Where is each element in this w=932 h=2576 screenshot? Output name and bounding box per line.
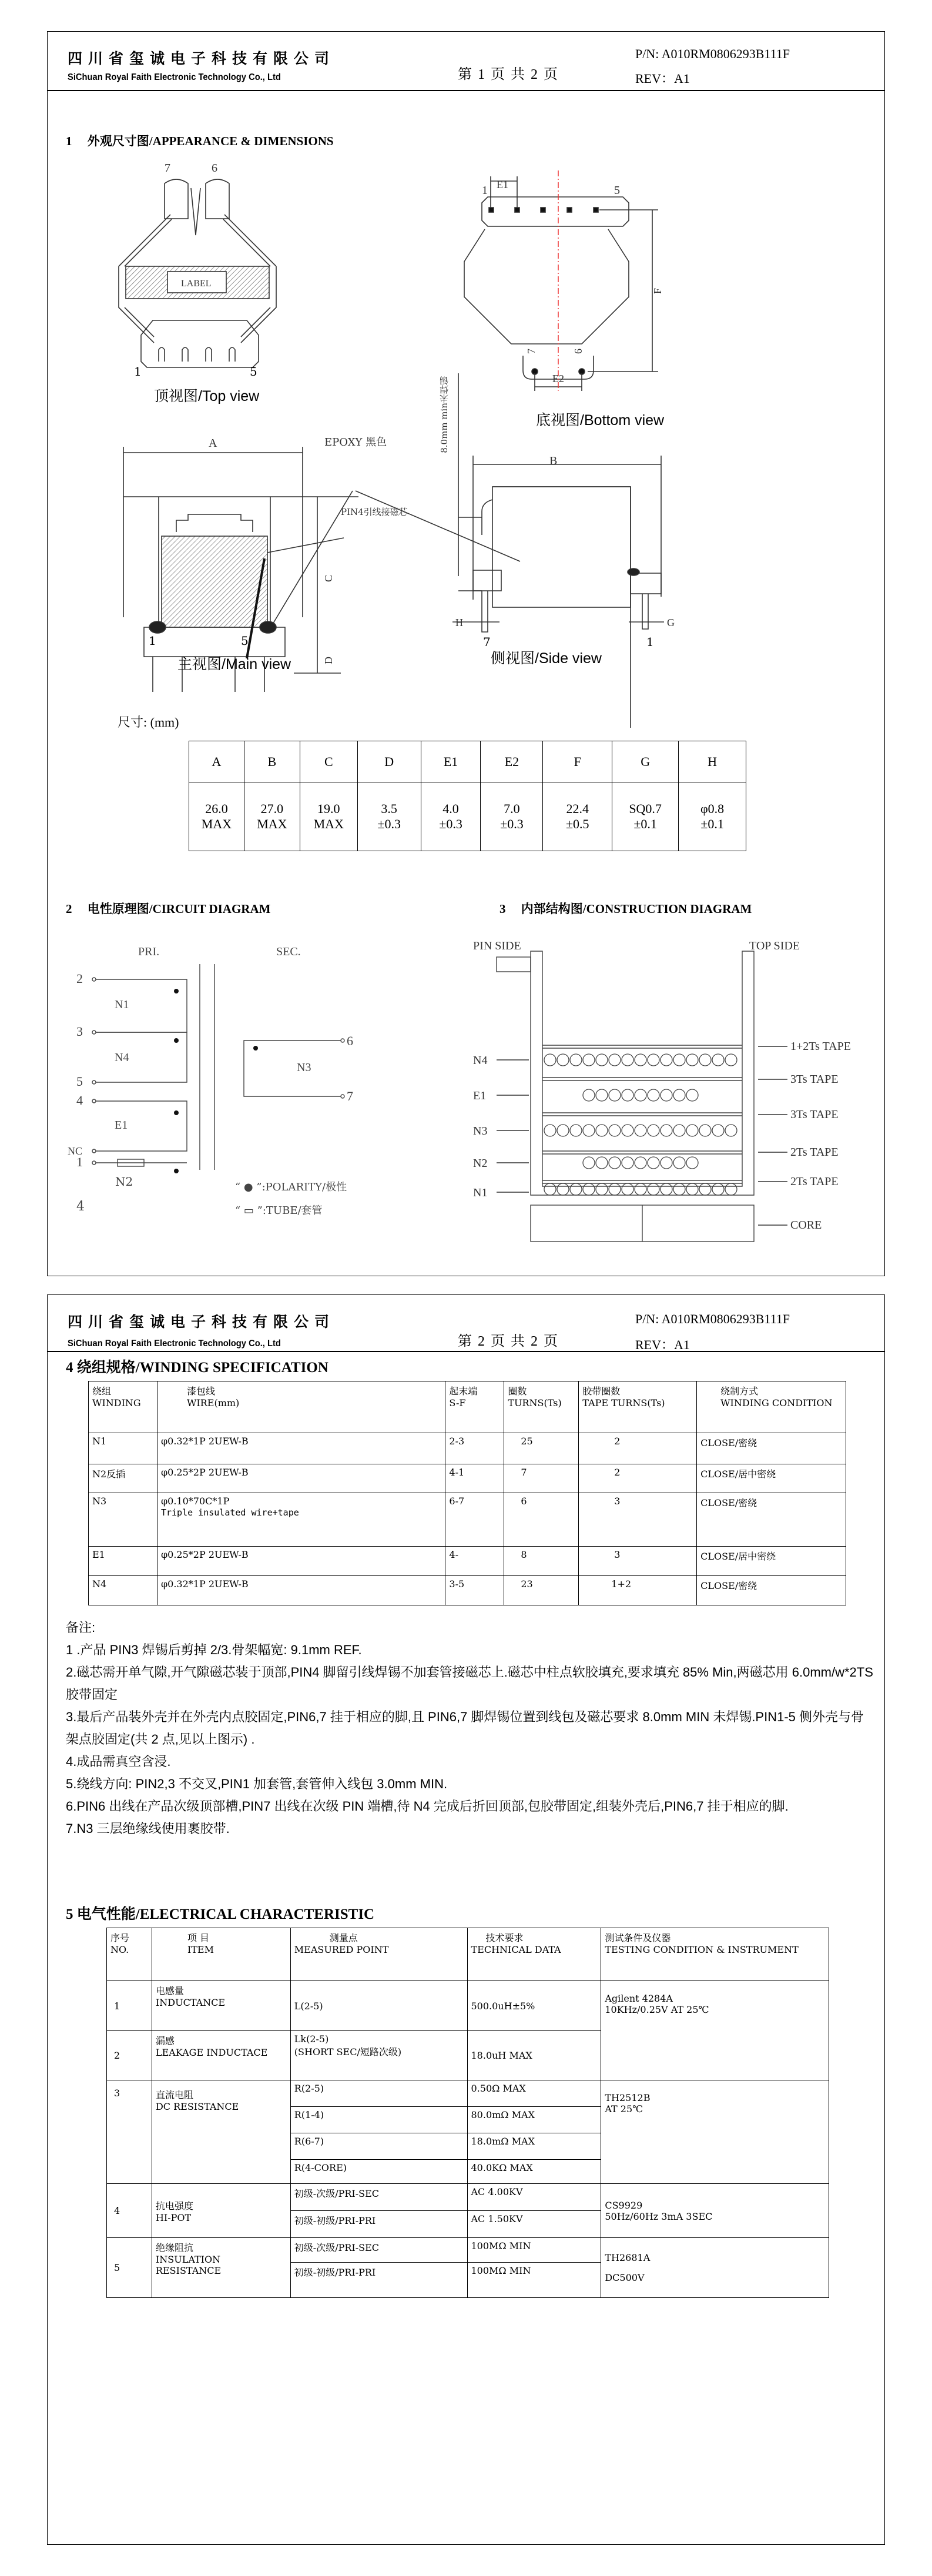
note-item: 6.PIN6 出线在产品次级顶部槽,PIN7 出线在次级 PIN 端槽,待 N4 完成后折回顶部,包胶带固定,组装外壳后,PIN6,7 挂于相应的脚. bbox=[66, 1799, 789, 1814]
svg-text:F: F bbox=[652, 287, 663, 294]
svg-text:N1: N1 bbox=[115, 998, 129, 1011]
svg-text:2Ts TAPE: 2Ts TAPE bbox=[790, 1175, 839, 1188]
electrical-table bbox=[106, 1928, 829, 2298]
side-view-pin-7: 7 bbox=[483, 635, 491, 649]
side-view-drawing bbox=[447, 370, 705, 647]
svg-text:3: 3 bbox=[76, 1024, 83, 1039]
solder-note: 8.0mm min未焊锡 bbox=[439, 376, 450, 453]
svg-text:E2: E2 bbox=[552, 373, 564, 384]
note-item: 1 .产品 PIN3 焊锡后剪掉 2/3.骨架幅宽: 9.1mm REF. bbox=[66, 1642, 362, 1657]
electrical-subrow: R(4-CORE) 40.0KΩ MAX bbox=[107, 2160, 829, 2184]
electrical-subrow: R(1-4) 80.0mΩ MAX bbox=[107, 2107, 829, 2133]
svg-text:E1: E1 bbox=[473, 1089, 487, 1102]
side-view-pin-1: 1 bbox=[646, 635, 654, 649]
section-3-title: 3 内部结构图/CONSTRUCTION DIAGRAM bbox=[499, 902, 752, 916]
winding-row: N4 φ0.32*1P 2UEW-B 3-5 23 1+2 CLOSE/密绕 bbox=[89, 1576, 846, 1605]
company-name-en: SiChuan Royal Faith Electronic Technology Co., Ltd bbox=[68, 72, 281, 82]
svg-text:N4: N4 bbox=[115, 1051, 129, 1064]
legend-polarity: “ ● ”:POLARITY/极性 bbox=[235, 1181, 347, 1193]
electrical-row: 3 直流电阻 DC RESISTANCE R(2-5) 0.50Ω MAX TH2512B AT 25℃ bbox=[107, 2080, 829, 2107]
winding-row: E1 φ0.25*2P 2UEW-B 4- 8 3 CLOSE/居中密绕 bbox=[89, 1547, 846, 1576]
svg-text:5: 5 bbox=[614, 184, 620, 197]
dimensions-value-row: 26.0 MAX 27.0 MAX 19.0 MAX 3.5 ±0.3 4.0 ±0.3 7.0 ±0.3 22.4 ±0.5 SQ0.7 ±0.1 φ0.8 ±0.1 bbox=[189, 782, 746, 851]
svg-text:LABEL: LABEL bbox=[181, 279, 212, 289]
svg-text:CORE: CORE bbox=[790, 1219, 822, 1232]
top-view-drawing bbox=[118, 159, 282, 353]
svg-text:4: 4 bbox=[76, 1093, 83, 1108]
svg-text:7: 7 bbox=[165, 162, 170, 175]
svg-text:PRI.: PRI. bbox=[138, 945, 160, 958]
revision: REV：A1 bbox=[635, 71, 690, 86]
main-view-pin-1: 1 bbox=[149, 634, 156, 648]
bottom-view-drawing bbox=[470, 170, 693, 388]
circuit-pin-4-bottom: 4 bbox=[76, 1199, 85, 1214]
svg-text:2Ts TAPE: 2Ts TAPE bbox=[790, 1146, 839, 1159]
electrical-row: 2 漏感 LEAKAGE INDUCTACE Lk(2-5) (SHORT SEC/短路次级) 18.0uH MAX bbox=[107, 2031, 829, 2080]
tube-rect-icon: “ ▭ ” bbox=[235, 1205, 263, 1217]
svg-text:TOP SIDE: TOP SIDE bbox=[749, 939, 800, 952]
top-view-pin-5: 5 bbox=[250, 364, 257, 379]
electrical-row: 4 抗电强度 HI-POT 初级-次级/PRI-SEC AC 4.00KV CS9929 50Hz/60Hz 3mA 3SEC bbox=[107, 2184, 829, 2211]
svg-text:3Ts TAPE: 3Ts TAPE bbox=[790, 1073, 839, 1086]
bottom-view-caption: 底视图/Bottom view bbox=[536, 412, 665, 429]
note-item: 5.绕线方向: PIN2,3 不交叉,PIN1 加套管,套管伸入线包 3.0mm MIN. bbox=[66, 1777, 448, 1791]
svg-text:PIN SIDE: PIN SIDE bbox=[473, 939, 521, 952]
section-1-title: 1 外观尺寸图/APPEARANCE & DIMENSIONS bbox=[66, 134, 334, 148]
dimensions-label: 尺寸: (mm) bbox=[118, 715, 179, 730]
polarity-dot-icon: “ ● ” bbox=[235, 1181, 262, 1193]
svg-text:D: D bbox=[323, 657, 334, 664]
section-2-title: 2 电性原理图/CIRCUIT DIAGRAM bbox=[66, 902, 271, 916]
page-header bbox=[48, 1295, 884, 1352]
note-item: 3.最后产品装外壳并在外壳内点胶固定,PIN6,7 挂于相应的脚,且 PIN6,7 脚焊锡位置到线包及磁芯要求 8.0mm MIN 未焊锡.PIN1-5 侧外壳与骨架点胶固定(共 2 点,见以上图示) . bbox=[66, 1709, 864, 1747]
electrical-subrow: 初级-初级/PRI-PRI AC 1.50KV bbox=[107, 2211, 829, 2238]
dimensions-header-row: A B C D E1 E2 F G H bbox=[189, 741, 746, 782]
notes-title: 备注: bbox=[66, 1620, 96, 1635]
winding-header-row: 绕组 WINDING 漆包线 WIRE(mm) 起末端 S-F 圈数 TURNS(Ts) 胶带圈数 TAPE TURNS(Ts) 绕制方式 WINDING CONDITION bbox=[89, 1381, 846, 1433]
electrical-row: 1 电感量 INDUCTANCE L(2-5) 500.0uH±5% Agilent 4284A 10KHz/0.25V AT 25℃ bbox=[107, 1981, 829, 2031]
company-name-cn: 四川省玺诚电子科技有限公司 bbox=[68, 50, 336, 67]
main-view-pin-5: 5 bbox=[241, 634, 249, 648]
electrical-header-row: 序号 NO. 项 目 ITEM 测量点 MEASURED POINT 技术要求 TECHNICAL DATA 测试条件及仪器 TESTING CONDITION & INSTRUMENT bbox=[107, 1928, 829, 1981]
page-header bbox=[48, 32, 884, 91]
part-number: P/N: A010RM0806293B111F bbox=[635, 1312, 790, 1326]
note-item: 7.N3 三层绝缘线使用裹胶带. bbox=[66, 1821, 230, 1836]
svg-text:A: A bbox=[209, 437, 217, 450]
pin4-note: PIN4引线接磁芯 bbox=[341, 507, 408, 517]
construction-windings bbox=[544, 1046, 743, 1193]
revision: REV：A1 bbox=[635, 1337, 690, 1352]
winding-row: N3 φ0.10*70C*1P Triple insulated wire+tape 6-7 6 3 CLOSE/密绕 bbox=[89, 1493, 846, 1547]
svg-text:N3: N3 bbox=[297, 1061, 311, 1074]
svg-text:5: 5 bbox=[76, 1074, 83, 1089]
svg-text:B: B bbox=[549, 454, 558, 467]
svg-text:2: 2 bbox=[76, 971, 83, 986]
dimensions-table bbox=[189, 741, 746, 851]
legend-tube: “ ▭ ”:TUBE/套管 bbox=[235, 1205, 323, 1217]
svg-text:1+2Ts TAPE: 1+2Ts TAPE bbox=[790, 1040, 851, 1053]
company-name-en: SiChuan Royal Faith Electronic Technology Co., Ltd bbox=[68, 1339, 281, 1349]
svg-text:6: 6 bbox=[572, 349, 584, 354]
main-view-drawing bbox=[118, 429, 394, 664]
circuit-diagram bbox=[65, 941, 370, 1176]
page-number: 第 1 页 共 2 页 bbox=[458, 67, 559, 82]
svg-text:C: C bbox=[323, 574, 334, 582]
svg-text:SEC.: SEC. bbox=[276, 945, 301, 958]
svg-text:N2: N2 bbox=[473, 1157, 488, 1170]
notes-block bbox=[66, 1617, 877, 1840]
svg-text:E1: E1 bbox=[115, 1119, 128, 1132]
company-name-cn: 四川省玺诚电子科技有限公司 bbox=[68, 1313, 336, 1330]
svg-text:N4: N4 bbox=[473, 1054, 488, 1067]
top-view-pin-1: 1 bbox=[134, 364, 142, 379]
svg-text:G: G bbox=[667, 617, 675, 628]
section-4-title: 4 绕组规格/WINDING SPECIFICATION bbox=[66, 1359, 328, 1376]
note-item: 4.成品需真空含浸. bbox=[66, 1754, 171, 1769]
top-view-caption: 顶视图/Top view bbox=[154, 388, 260, 404]
svg-text:6: 6 bbox=[212, 162, 217, 175]
page-number: 第 2 页 共 2 页 bbox=[458, 1334, 559, 1349]
svg-text:6: 6 bbox=[347, 1033, 353, 1048]
svg-text:N1: N1 bbox=[473, 1186, 488, 1199]
electrical-subrow: R(6-7) 18.0mΩ MAX bbox=[107, 2133, 829, 2160]
circuit-n2-label: N2 bbox=[115, 1175, 133, 1189]
electrical-row: 5 绝缘阻抗 INSULATION RESISTANCE 初级-次级/PRI-SEC 100MΩ MIN TH2681A DC500V bbox=[107, 2238, 829, 2263]
svg-text:N3: N3 bbox=[473, 1125, 488, 1138]
section-5-title: 5 电气性能/ELECTRICAL CHARACTERISTIC bbox=[66, 1905, 375, 1922]
svg-text:H: H bbox=[455, 617, 463, 628]
svg-text:1: 1 bbox=[76, 1155, 83, 1169]
svg-text:NC: NC bbox=[68, 1145, 83, 1157]
winding-spec-table bbox=[88, 1381, 846, 1605]
side-view-caption: 侧视图/Side view bbox=[491, 650, 602, 667]
svg-text:3Ts TAPE: 3Ts TAPE bbox=[790, 1108, 839, 1121]
svg-text:7: 7 bbox=[525, 349, 537, 354]
note-item: 2.磁芯需开单气隙,开气隙磁芯装于顶部,PIN4 脚留引线焊锡不加套管接磁芯上.磁芯中柱点软胶填充,要求填充 85% Min,两磁芯用 6.0mm/w*2TS 胶带固定 bbox=[66, 1665, 873, 1702]
main-view-caption: 主视图/Main view bbox=[177, 656, 291, 673]
electrical-subrow: 初级-初级/PRI-PRI 100MΩ MIN bbox=[107, 2263, 829, 2298]
winding-row: N2反插 φ0.25*2P 2UEW-B 4-1 7 2 CLOSE/居中密绕 bbox=[89, 1464, 846, 1493]
svg-text:E1: E1 bbox=[497, 179, 508, 190]
svg-text:7: 7 bbox=[347, 1089, 353, 1103]
part-number: P/N: A010RM0806293B111F bbox=[635, 46, 790, 61]
epoxy-label: EPOXY 黑色 bbox=[324, 436, 387, 449]
svg-text:1: 1 bbox=[482, 184, 488, 197]
winding-row: N1 φ0.32*1P 2UEW-B 2-3 25 2 CLOSE/密绕 bbox=[89, 1433, 846, 1464]
